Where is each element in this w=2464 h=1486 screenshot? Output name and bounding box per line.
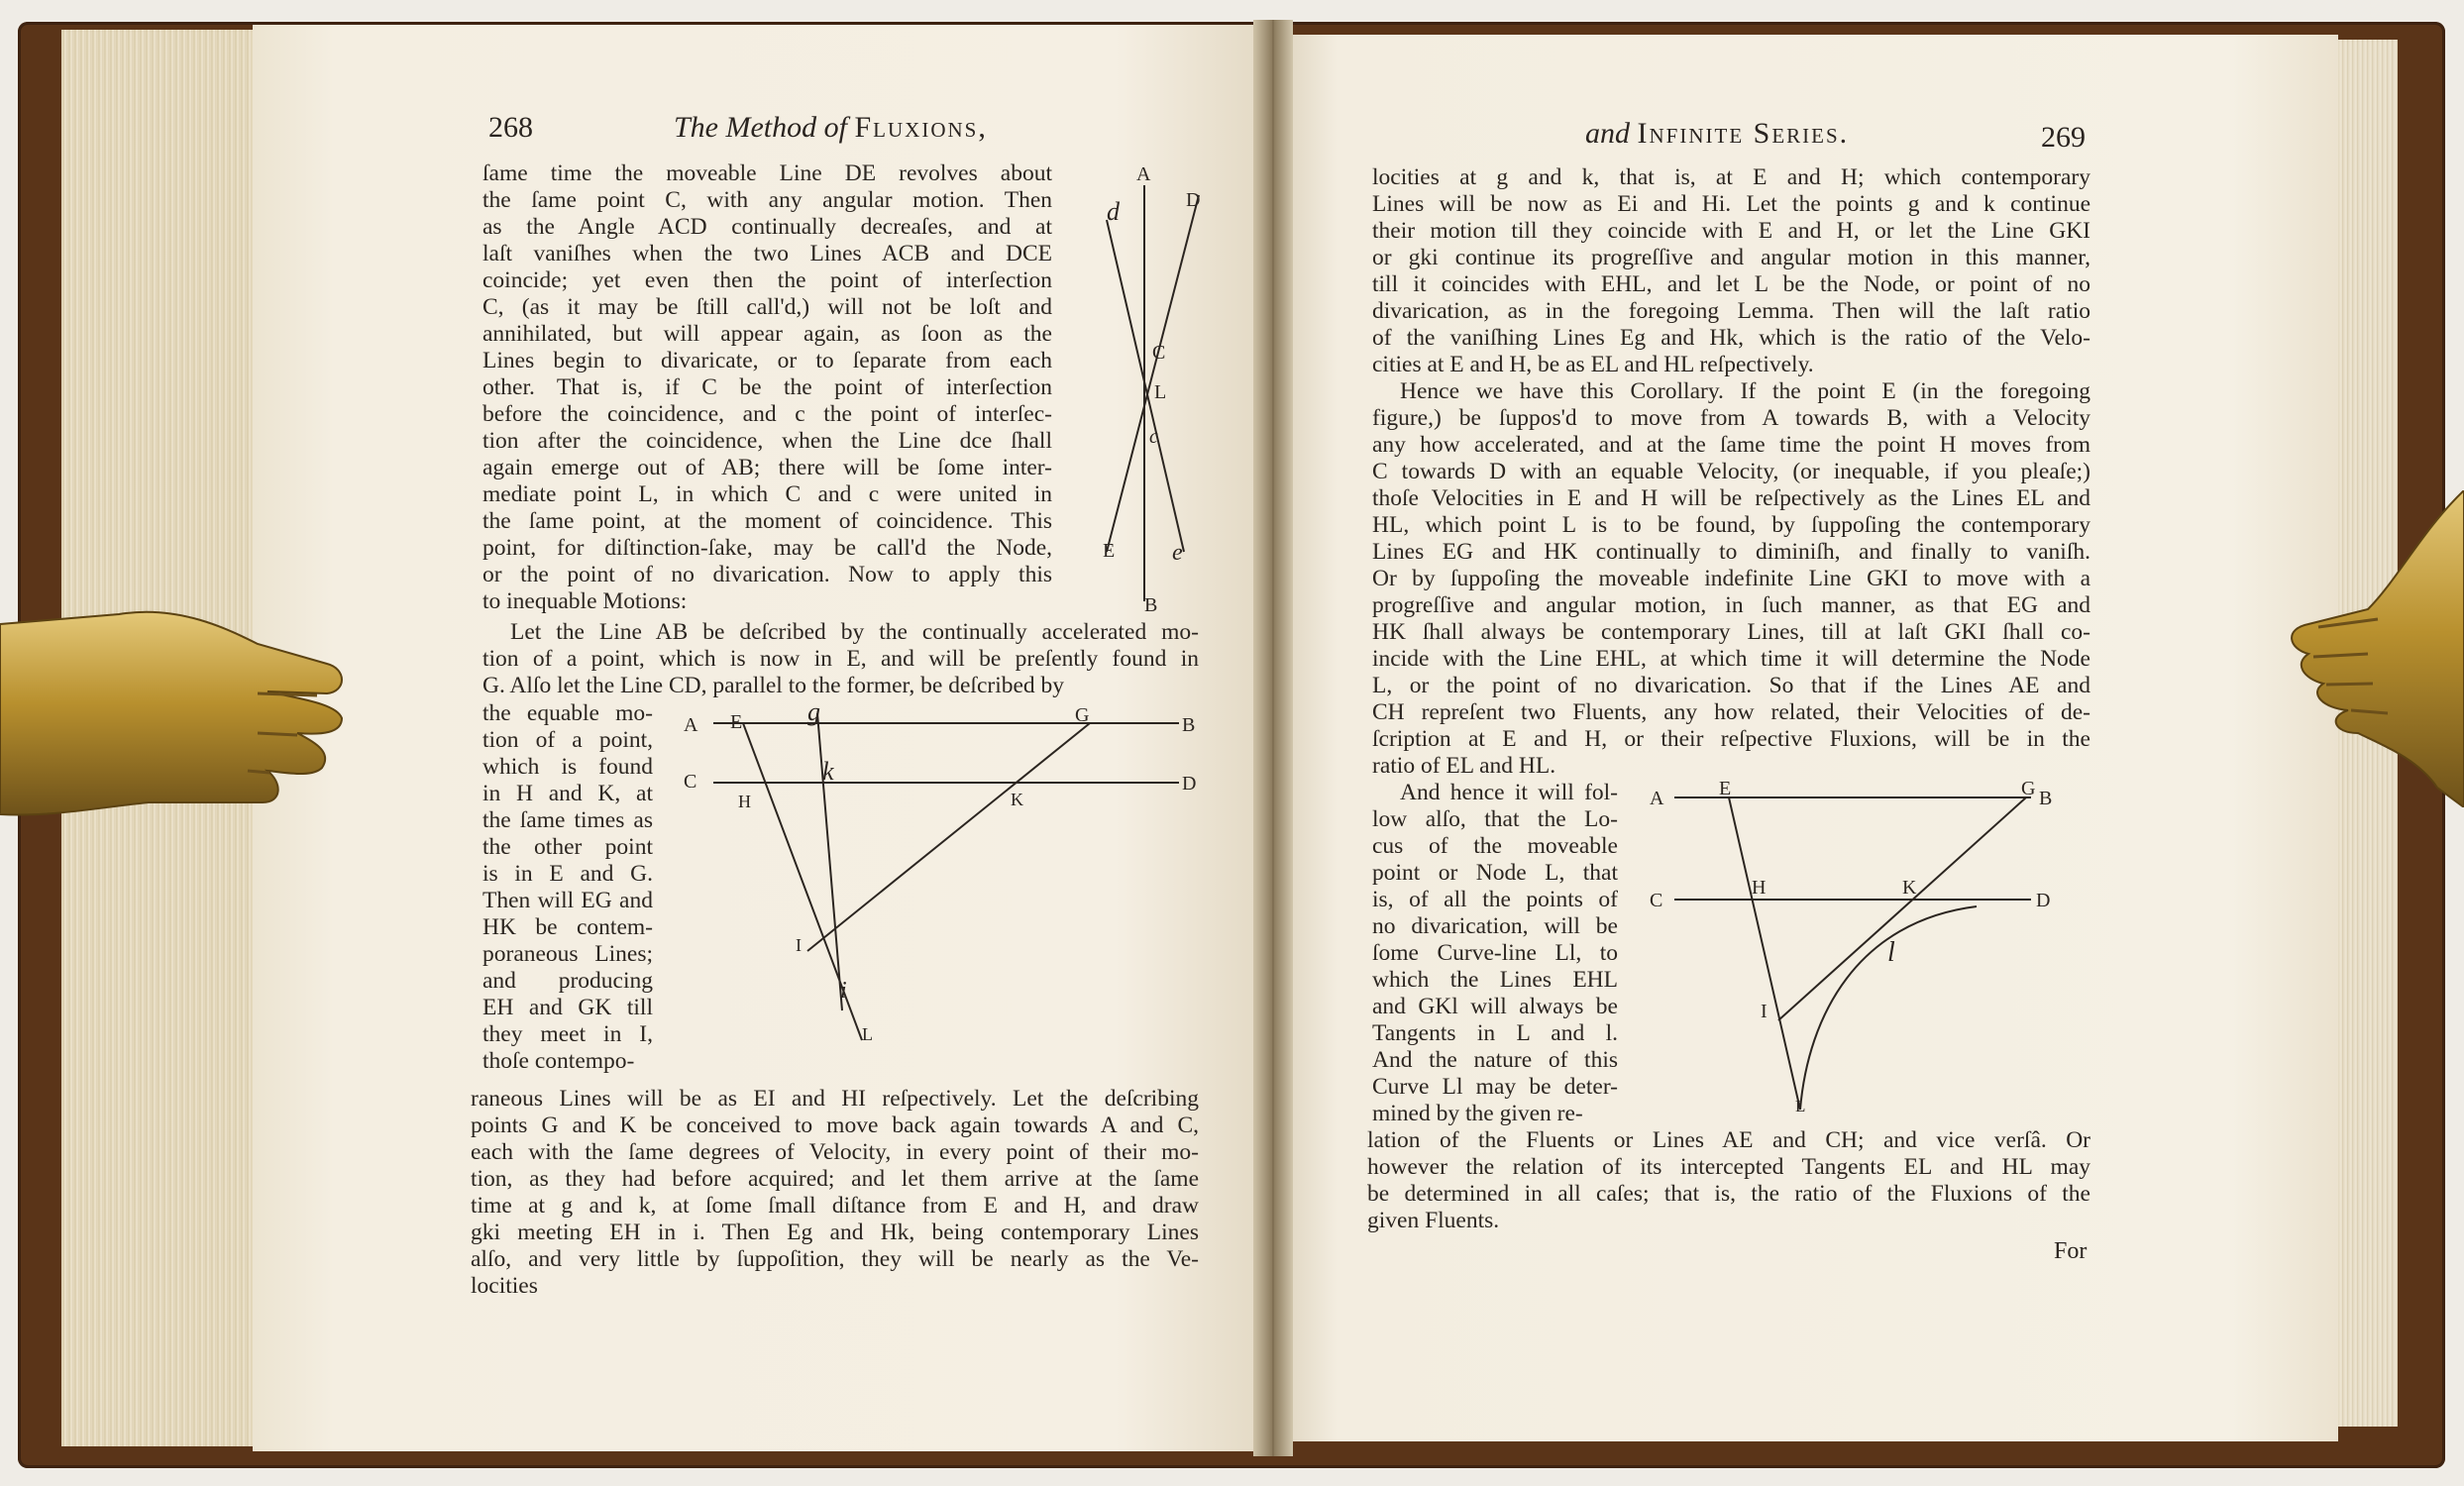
text-line: poraneous Lines; xyxy=(482,941,653,967)
text-line: thoſe contempo- xyxy=(482,1048,635,1074)
right-page-number: 269 xyxy=(2041,121,2086,154)
text-line: locities at g and k, that is, at E and H; which contemporary xyxy=(1372,164,2090,190)
text-line: HK be contem- xyxy=(482,914,653,940)
text-line: lation of the Fluents or Lines AE and CH; and vice verſâ. Or xyxy=(1367,1127,2090,1153)
fig3-label-H: H xyxy=(1752,877,1767,899)
fig2-label-E: E xyxy=(730,711,743,733)
text-line: Hence we have this Corollary. If the point E (in the foregoing xyxy=(1400,378,2090,404)
figure-fluent-lines xyxy=(679,698,1204,1075)
brass-hand-right xyxy=(2249,490,2464,807)
fig3-label-L: L xyxy=(1795,1097,1806,1114)
text-line: the ſame point C, with any angular motion. Then xyxy=(482,187,1052,213)
text-line: points G and K be conceived to move back again towards A and C, xyxy=(471,1113,1199,1138)
text-line: C, (as it may be ſtill call'd,) will not be loſt and xyxy=(482,294,1052,320)
right-text-top xyxy=(1372,164,2090,780)
text-line: gki meeting EH in i. Then Eg and Hk, being contemporary Lines xyxy=(471,1220,1199,1245)
text-line: incide with the Line EHL, at which time it will determine the Node xyxy=(1372,646,2090,672)
fig3-label-A: A xyxy=(1650,788,1664,809)
text-line: mined by the given re- xyxy=(1372,1101,1583,1126)
text-line: as the Angle ACD continually decreaſes, and at xyxy=(482,214,1052,240)
left-text-narrow xyxy=(482,700,653,1075)
fig3-label-G: G xyxy=(2021,778,2036,799)
text-line: C towards D with an equable Velocity, (or inequable, if you pleaſe;) xyxy=(1372,459,2090,484)
text-line: tion of a point, xyxy=(482,727,653,753)
fig2-label-K: K xyxy=(1011,790,1023,809)
text-line: and GKl will always be xyxy=(1372,994,1618,1019)
text-line: the equable mo- xyxy=(482,700,653,726)
text-line: or the point of no divarication. Now to apply this xyxy=(482,562,1052,587)
fig1-label-B: B xyxy=(1144,594,1158,616)
text-line: locities xyxy=(471,1273,538,1299)
text-line: till it coincides with EHL, and let L be the Node, or point of no xyxy=(1372,271,2090,297)
text-line: cities at E and H, be as EL and HL reſpectively. xyxy=(1372,352,1814,377)
text-line: thoſe Velocities in E and H will be reſpectively as the Lines EL and xyxy=(1372,485,2090,511)
text-line: HL, which point L is to be found, by ſuppoſing the contemporary xyxy=(1372,512,2090,538)
left-text-bottom xyxy=(471,1086,1199,1300)
text-line: Tangents in L and l. xyxy=(1372,1020,1618,1046)
text-line: ſome Curve-line Ll, to xyxy=(1372,940,1618,966)
book-gutter xyxy=(1253,20,1293,1456)
text-line: is, of all the points of xyxy=(1372,887,1618,912)
fig2-label-D: D xyxy=(1182,773,1197,795)
fig2-label-G: G xyxy=(1075,704,1090,726)
text-line: the other point xyxy=(482,834,653,860)
fig3-label-E: E xyxy=(1719,778,1732,799)
text-line: point, for diſtinction-ſake, may be call'd the Node, xyxy=(482,535,1052,561)
figure-node-curve xyxy=(1650,778,2086,1114)
fig1-label-D: D xyxy=(1186,189,1201,211)
text-line: figure,) be ſuppos'd to move from A towards B, with a Velocity xyxy=(1372,405,2090,431)
fig2-label-g: g xyxy=(807,698,820,726)
text-line: given Fluents. xyxy=(1367,1208,1500,1233)
text-line: point or Node L, that xyxy=(1372,860,1618,886)
text-line: time at g and k, at ſome ſmall diſtance from E and H, and draw xyxy=(471,1193,1199,1219)
text-line: they meet in I, xyxy=(482,1021,653,1047)
text-line: is in E and G. xyxy=(482,861,653,887)
text-line: L, or the point of no divarication. So that if the Lines AE and xyxy=(1372,673,2090,698)
text-line: annihilated, but will appear again, as ſoon as the xyxy=(482,321,1052,347)
text-line: before the coincidence, and c the point of interſec- xyxy=(482,401,1052,427)
text-line: HK ſhall always be contemporary Lines, till at laſt GKI ſhall co- xyxy=(1372,619,2090,645)
fig1-label-e: e xyxy=(1172,540,1183,566)
figure-node-lines xyxy=(1085,160,1224,616)
text-line: their motion till they coincide with E and H, or let the Line GKI xyxy=(1372,218,2090,244)
text-line: however the relation of its intercepted Tangents EL and HL may xyxy=(1367,1154,2090,1180)
text-line: ratio of EL and HL. xyxy=(1372,753,1556,779)
text-line: ſcription at E and H, or their reſpective Fluxions, will be in the xyxy=(1372,726,2090,752)
text-line: ſame time the moveable Line DE revolves about xyxy=(482,160,1052,186)
text-line: the ſame times as xyxy=(482,807,653,833)
text-line: Lines begin to divaricate, or to ſeparate from each xyxy=(482,348,1052,373)
text-line: which is found xyxy=(482,754,653,780)
fig3-label-C: C xyxy=(1650,890,1663,911)
fig2-label-A: A xyxy=(684,714,698,736)
text-line: mediate point L, in which C and c were united in xyxy=(482,481,1052,507)
text-line: And hence it will fol- xyxy=(1400,780,1618,805)
catchword: For xyxy=(2054,1238,2088,1264)
fig2-label-L: L xyxy=(862,1024,873,1044)
text-line: Curve Ll may be deter- xyxy=(1372,1074,1618,1100)
left-text-top xyxy=(482,160,1052,615)
brass-hand-left xyxy=(0,604,357,832)
text-line: divarication, as in the foregoing Lemma. Then will the laſt ratio xyxy=(1372,298,2090,324)
fig3-label-B: B xyxy=(2039,788,2053,809)
text-line: tion of a point, which is now in E, and will be preſently found in xyxy=(482,646,1199,672)
left-text-mid xyxy=(482,619,1199,699)
text-line: Lines will be now as Ei and Hi. Let the points g and k continue xyxy=(1372,191,2090,217)
fig2-label-H: H xyxy=(738,792,751,811)
text-line: to inequable Motions: xyxy=(482,588,688,614)
text-line: Lines EG and HK continually to diminiſh, and finally to vaniſh. xyxy=(1372,539,2090,565)
text-line: laſt vaniſhes when the two Lines ACB and DCE xyxy=(482,241,1052,266)
fig1-label-E: E xyxy=(1103,540,1116,562)
text-line: or gki continue its progreſſive and angular motion in this manner, xyxy=(1372,245,2090,270)
fig1-label-c: c xyxy=(1149,426,1158,448)
text-line: Let the Line AB be deſcribed by the continually accelerated mo- xyxy=(510,619,1199,645)
fig2-label-B: B xyxy=(1182,714,1196,736)
text-line: tion, as they had before acquired; and let them arrive at the ſame xyxy=(471,1166,1199,1192)
text-line: And the nature of this xyxy=(1372,1047,1618,1073)
fig3-label-K: K xyxy=(1902,877,1917,899)
text-line: any how accelerated, and at the ſame time the point H moves from xyxy=(1372,432,2090,458)
text-line: alſo, and very little by ſuppoſition, they will be nearly as the Ve- xyxy=(471,1246,1199,1272)
text-line: progreſſive and angular motion, in ſuch manner, as that EG and xyxy=(1372,592,2090,618)
text-line: no divarication, will be xyxy=(1372,913,1618,939)
text-line: G. Alſo let the Line CD, parallel to the former, be deſcribed by xyxy=(482,673,1065,698)
fig1-label-d: d xyxy=(1107,197,1120,226)
fig3-label-I: I xyxy=(1761,1001,1768,1022)
fig2-label-k: k xyxy=(822,757,834,786)
text-line: in H and K, at xyxy=(482,781,653,806)
text-line: EH and GK till xyxy=(482,995,653,1020)
text-line: the ſame point, at the moment of coincidence. This xyxy=(482,508,1052,534)
text-line: cus of the moveable xyxy=(1372,833,1618,859)
text-line: again emerge out of AB; there will be ſome inter- xyxy=(482,455,1052,480)
text-line: which the Lines EHL xyxy=(1372,967,1618,993)
text-line: coincide; yet even then the point of interſection xyxy=(482,267,1052,293)
text-line: tion after the coincidence, when the Line dce ſhall xyxy=(482,428,1052,454)
right-running-head: and Infinite Series. xyxy=(1585,117,1850,150)
text-line: low alſo, that the Lo- xyxy=(1372,806,1618,832)
text-line: Or by ſuppoſing the moveable indefinite Line GKI to move with a xyxy=(1372,566,2090,591)
left-page-number: 268 xyxy=(488,111,533,144)
left-running-head: The Method of Fluxions, xyxy=(674,111,988,144)
fig2-label-C: C xyxy=(684,771,697,793)
text-line: other. That is, if C be the point of interſection xyxy=(482,374,1052,400)
text-line: be determined in all caſes; that is, the ratio of the Fluxions of the xyxy=(1367,1181,2090,1207)
text-line: CH repreſent two Fluents, any how related, their Velocities of de- xyxy=(1372,699,2090,725)
fig3-label-D: D xyxy=(2036,890,2051,911)
fig1-label-L: L xyxy=(1154,381,1167,403)
text-line: Then will EG and xyxy=(482,888,653,913)
fig2-label-i: i xyxy=(840,978,847,1004)
fig1-label-A: A xyxy=(1136,163,1151,185)
right-text-narrow xyxy=(1372,780,1618,1127)
fig1-label-C: C xyxy=(1152,342,1166,364)
right-text-bottom xyxy=(1367,1127,2090,1234)
text-line: and producing xyxy=(482,968,653,994)
text-line: each with the ſame degrees of Velocity, in every point of their mo- xyxy=(471,1139,1199,1165)
fig2-label-I: I xyxy=(796,935,802,955)
text-line: raneous Lines will be as EI and HI reſpectively. Let the deſcribing xyxy=(471,1086,1199,1112)
text-line: of the vaniſhing Lines Eg and Hk, which is the ratio of the Velo- xyxy=(1372,325,2090,351)
fig3-label-l: l xyxy=(1887,937,1895,968)
